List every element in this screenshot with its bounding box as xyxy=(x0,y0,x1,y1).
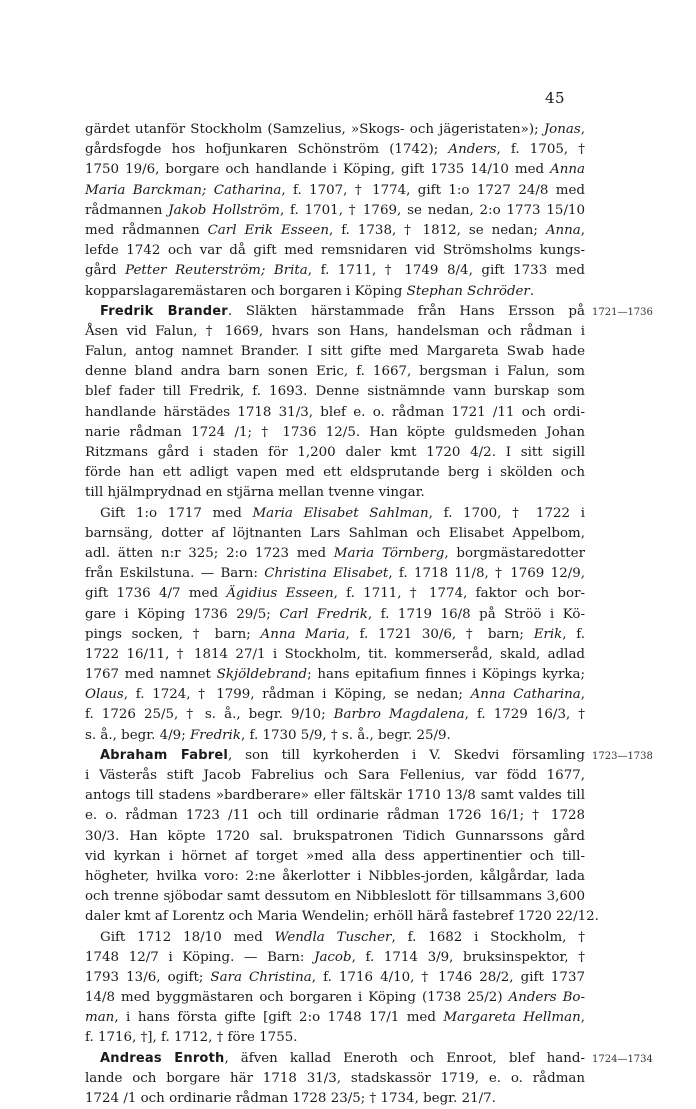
italic-name: Carl Erik Esseen xyxy=(207,222,329,238)
italic-name: Carl Fredrik xyxy=(279,606,368,622)
text-line xyxy=(85,302,585,322)
text-run: f. 1726 25/5, † s. å., begr. 9/10; xyxy=(85,707,334,723)
text-line xyxy=(85,1028,585,1048)
text-run: kopparslagaremästaren och borgaren i Köping xyxy=(85,283,407,299)
text-run: , xyxy=(580,222,585,238)
text-run: , f. 1724, † 1799, rådman i Köping, se nedan; xyxy=(123,687,471,703)
text-line xyxy=(85,201,585,221)
text-run: , son till kyrkoherden i V. Skedvi församling xyxy=(228,747,585,763)
text-run: adl. ätten n:r 325; 2:o 1723 med xyxy=(85,545,334,561)
text-line xyxy=(85,282,585,302)
text-line xyxy=(85,544,585,564)
italic-name: Olaus xyxy=(85,687,124,703)
text-line xyxy=(85,746,585,766)
italic-name: Anders Bo- xyxy=(508,990,585,1006)
text-run: , xyxy=(580,687,585,703)
italic-name: Maria Elisabet Sahlman xyxy=(252,505,429,521)
text-line xyxy=(85,463,585,483)
text-run: , f. 1711, † 1774, faktor och bor- xyxy=(333,586,585,602)
text-line xyxy=(85,968,585,988)
text-line xyxy=(85,806,585,826)
text-run: , f. xyxy=(562,626,586,642)
text-run: f. 1716, †], f. 1712, † före 1755. xyxy=(85,1030,298,1046)
italic-name: Anna Maria xyxy=(260,626,346,642)
text-run: högheter, hvilka voro: 2:ne åkerlotter i Nibbles-jorden, kålgårdar, lada xyxy=(85,868,585,884)
text-line xyxy=(85,847,585,867)
text-run: , xyxy=(580,1010,585,1026)
text-line xyxy=(85,605,585,625)
text-run: i Västerås stift Jacob Fabrelius och Sara Fellenius, var född 1677, xyxy=(85,768,585,783)
text-run: 1750 19/6, borgare och handlande i Köping, gift 1735 14/10 med xyxy=(85,162,551,178)
text-line xyxy=(85,524,585,544)
text-run: . xyxy=(529,283,535,299)
text-line xyxy=(85,504,585,524)
text-run: Ritzmans gård i staden för 1,200 daler kmt 1720 4/2. I sitt sigill xyxy=(85,445,585,460)
italic-name: Erik xyxy=(533,626,563,642)
page-number: 45 xyxy=(545,89,566,107)
italic-name: Maria Barckman; Catharina xyxy=(85,182,282,198)
margin-years-note: 1721—1736 xyxy=(592,306,653,318)
text-line xyxy=(85,342,585,362)
text-run: , borgmästaredotter xyxy=(444,545,585,561)
italic-name: Wendla Tuscher xyxy=(274,929,392,945)
text-line xyxy=(85,1089,585,1109)
text-line xyxy=(85,221,585,241)
text-run: denne bland andra barn sonen Eric, f. 1667, bergsman i Falun, som xyxy=(85,364,585,380)
text-run: vid kyrkan i hörnet af torget »med alla dess appertinentier och till- xyxy=(85,848,585,864)
text-line xyxy=(85,443,585,463)
text-run: , f. 1711, † 1749 8/4, gift 1733 med xyxy=(307,263,585,279)
text-line xyxy=(85,705,585,725)
person-heading: Fredrik Brander xyxy=(100,303,228,319)
margin-years-note: 1723—1738 xyxy=(592,751,653,763)
italic-name: Anna Catharina xyxy=(470,687,581,703)
text-run: och trenne sjöbodar samt dessutom en Nibbleslott för tillsammans 3,600 xyxy=(85,889,585,905)
text-run: , f. 1719 16/8 på Ströö i Kö- xyxy=(367,606,585,622)
italic-name: Margareta Hellman xyxy=(443,1010,581,1026)
text-line xyxy=(85,382,585,402)
text-run: , f. 1682 i Stockholm, † xyxy=(391,929,585,945)
text-run: gärdet utanför Stockholm (Samzelius, »Skogs- och jägeristaten»); xyxy=(85,122,544,137)
text-line xyxy=(85,362,585,382)
text-line xyxy=(85,322,585,342)
text-line xyxy=(85,625,585,645)
text-run: lefde 1742 och var då gift med remsnidaren vid Strömsholms kungs- xyxy=(85,243,585,259)
italic-name: Barbro Magdalena xyxy=(333,707,465,723)
text-run: barnsäng, dotter af löjtnanten Lars Sahlman och Elisabet Appelbom, xyxy=(85,525,585,541)
text-run: lande och borgare här 1718 31/3, stadskassör 1719, e. o. rådman xyxy=(85,1070,585,1086)
text-run: handlande härstädes 1718 31/3, blef e. o. rådman 1721 /11 och ordi- xyxy=(85,404,585,420)
text-run: från Eskilstuna. — Barn: xyxy=(85,566,265,582)
text-run: , f. 1707, † 1774, gift 1:o 1727 24/8 med xyxy=(281,182,585,198)
text-line xyxy=(85,867,585,887)
italic-name: Fredrik xyxy=(189,727,241,743)
italic-name: Jacob xyxy=(314,949,352,965)
text-run: förde han ett adligt vapen med ett eldsprutande berg i skölden och xyxy=(85,465,585,481)
italic-name: man xyxy=(85,1010,115,1026)
text-line xyxy=(85,827,585,847)
text-run: 1793 13/6, ogift; xyxy=(85,969,211,985)
text-run: gårdsfogde hos hofjunkaren Schönström (1742); xyxy=(85,142,449,158)
italic-name: Anna xyxy=(550,162,585,178)
text-run: s. å., begr. 4/9; xyxy=(85,727,190,743)
text-line xyxy=(85,564,585,584)
italic-name: Maria Törnberg xyxy=(333,545,445,561)
text-run: , f. 1716 4/10, † 1746 28/2, gift 1737 xyxy=(311,969,585,985)
text-line xyxy=(85,160,585,180)
text-line xyxy=(85,645,585,665)
text-run: Falun, antog namnet Brander. I sitt gifte med Margareta Swab hade xyxy=(85,344,585,360)
italic-name: Anders xyxy=(448,142,497,158)
text-run: ; hans epitafium finnes i Köpings kyrka; xyxy=(307,667,585,683)
text-line xyxy=(85,403,585,423)
text-line xyxy=(85,948,585,968)
text-run: med rådmannen xyxy=(85,222,208,238)
text-run: 1722 16/11, † 1814 27/1 i Stockholm, tit. kommerseråd, skald, adlad xyxy=(85,646,585,662)
italic-name: Christina Elisabet xyxy=(264,566,389,582)
text-line xyxy=(85,120,585,140)
text-run: blef fader till Fredrik, f. 1693. Denne sistnämnde vann burskap som xyxy=(85,384,585,400)
text-run: , f. 1714 3/9, bruksinspektor, † xyxy=(351,949,585,965)
text-line xyxy=(85,665,585,685)
text-line xyxy=(85,726,585,746)
italic-name: Anna xyxy=(545,222,581,238)
text-run: 14/8 med byggmästaren och borgaren i Köping (1738 25/2) xyxy=(85,990,509,1006)
text-run: Åsen vid Falun, † 1669, hvars son Hans, handelsman och rådman i xyxy=(85,323,585,339)
text-run: daler kmt af Lorentz och Maria Wendelin; erhöll härå fastebref 1720 22/12. xyxy=(85,909,599,925)
text-run: , äfven kallad Eneroth och Enroot, blef hand- xyxy=(224,1050,585,1066)
italic-name: Ägidius Esseen xyxy=(226,586,334,602)
text-line xyxy=(85,685,585,705)
body-text xyxy=(85,120,599,1109)
text-run: gift 1736 4/7 med xyxy=(85,586,227,602)
text-run: gare i Köping 1736 29/5; xyxy=(85,606,280,622)
person-heading: Abraham Fabrel xyxy=(100,747,228,763)
text-run: till hjälmprydnad en stjärna mellan tvenne vingar. xyxy=(85,485,425,501)
italic-name: Sara Christina xyxy=(210,969,312,985)
text-run: , f. 1701, † 1769, se nedan, 2:o 1773 15/10 xyxy=(279,202,585,218)
text-line xyxy=(85,907,599,927)
text-run: 1724 /1 och ordinarie rådman 1728 23/5; † 1734, begr. 21/7. xyxy=(85,1091,496,1106)
text-run: narie rådman 1724 /1; † 1736 12/5. Han köpte guldsmeden Johan xyxy=(85,424,585,440)
text-line xyxy=(85,1069,585,1089)
text-line xyxy=(85,483,585,503)
text-run: rådmannen xyxy=(85,202,169,218)
italic-name: Skjöldebrand xyxy=(216,667,308,683)
text-line xyxy=(85,181,585,201)
text-run: , i hans första gifte [gift 2:o 1748 17/1 med xyxy=(114,1010,444,1026)
text-run: Gift 1712 18/10 med xyxy=(100,929,275,945)
text-line xyxy=(85,1049,585,1069)
italic-name: Petter Reuterström; Brita xyxy=(125,263,308,279)
margin-years-note: 1724—1734 xyxy=(592,1054,653,1066)
text-run: , f. 1718 11/8, † 1769 12/9, xyxy=(388,566,585,582)
text-run: 1767 med namnet xyxy=(85,667,217,683)
text-line xyxy=(85,584,585,604)
text-run: , f. 1738, † 1812, se nedan; xyxy=(328,222,546,238)
text-line xyxy=(85,887,585,907)
text-run: , f. 1729 16/3, † xyxy=(464,707,585,723)
text-line xyxy=(85,928,585,948)
text-run: , f. 1721 30/6, † barn; xyxy=(345,626,534,642)
text-run: 30/3. Han köpte 1720 sal. brukspatronen Tidich Gunnarssons gård xyxy=(85,828,585,844)
text-run: antogs till stadens »bardberare» eller fältskär 1710 13/8 samt valdes till xyxy=(85,788,585,804)
text-run: e. o. rådman 1723 /11 och till ordinarie rådman 1726 16/1; † 1728 xyxy=(85,808,585,824)
text-run: , f. 1705, † xyxy=(496,142,585,158)
text-run: , xyxy=(580,122,585,137)
text-line xyxy=(85,988,585,1008)
text-line xyxy=(85,423,585,443)
text-line xyxy=(85,241,585,261)
italic-name: Stephan Schröder xyxy=(406,283,530,299)
italic-name: Jakob Hollström xyxy=(168,202,280,218)
italic-name: Jonas xyxy=(543,122,581,137)
text-run: , f. 1730 5/9, † s. å., begr. 25/9. xyxy=(240,727,451,743)
text-run: , f. 1700, † 1722 i xyxy=(428,505,585,521)
text-run: 1748 12/7 i Köping. — Barn: xyxy=(85,949,315,965)
text-run: Gift 1:o 1717 med xyxy=(100,505,253,521)
text-line xyxy=(85,766,585,786)
text-line xyxy=(85,140,585,160)
text-run: gård xyxy=(85,263,126,279)
text-line xyxy=(85,261,585,281)
text-line xyxy=(85,1008,585,1028)
text-line xyxy=(85,786,585,806)
person-heading: Andreas Enroth xyxy=(100,1050,225,1066)
text-run: . Släkten härstammade från Hans Ersson på xyxy=(227,303,585,319)
text-run: pings socken, † barn; xyxy=(85,626,261,642)
